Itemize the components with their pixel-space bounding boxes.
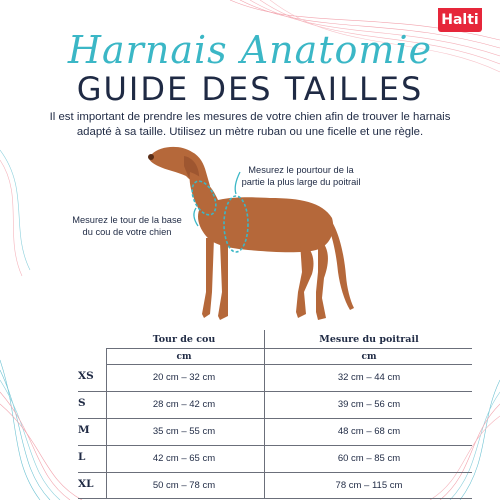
dog-illustration — [140, 142, 360, 327]
chest-note-line-2: partie la plus large du poitrail — [241, 177, 361, 187]
table-line — [78, 498, 472, 499]
chest-note-line-1: Mesurez le pourtour de la — [248, 165, 354, 175]
chest-range: 78 cm – 115 cm — [335, 480, 403, 491]
size-label: L — [78, 451, 86, 463]
size-label: M — [78, 424, 90, 436]
unit-neck: cm — [176, 352, 192, 362]
chest-range: 60 cm – 85 cm — [337, 453, 401, 464]
chest-arrow — [235, 172, 240, 194]
table-line — [106, 364, 472, 365]
script-title: Harnais Anatomie — [67, 28, 433, 72]
intro-line-2: adapté à sa taille. Utilisez un mètre ruban ou une ficelle et une règle. — [76, 126, 424, 138]
table-line — [106, 348, 472, 349]
chest-range: 48 cm – 68 cm — [337, 426, 401, 437]
table-line — [78, 391, 472, 392]
intro-line-1: Il est important de prendre les mesures de votre chien afin de trouver le harnais — [49, 111, 451, 123]
page-title: GUIDE DES TAILLES — [76, 70, 424, 108]
dog-nose — [148, 154, 154, 160]
neck-range: 50 cm – 78 cm — [152, 480, 216, 491]
table-line — [106, 348, 107, 498]
header-chest: Mesure du poitrail — [319, 334, 419, 345]
neck-range: 42 cm – 65 cm — [152, 453, 216, 464]
neck-range: 20 cm – 32 cm — [152, 372, 216, 383]
chest-range: 32 cm – 44 cm — [337, 372, 401, 383]
size-table — [78, 330, 474, 500]
table-line — [78, 472, 472, 473]
table-line — [78, 445, 472, 446]
table-line — [78, 418, 472, 419]
neck-range: 35 cm – 55 cm — [152, 426, 216, 437]
size-label: XL — [78, 478, 94, 490]
neck-range: 28 cm – 42 cm — [152, 399, 216, 410]
size-label: S — [78, 397, 86, 409]
chest-range: 39 cm – 56 cm — [337, 399, 401, 410]
neck-arrow — [194, 208, 198, 226]
size-label: XS — [78, 370, 94, 382]
intro-text — [30, 110, 470, 140]
neck-note-line-1: Mesurez le tour de la base — [72, 215, 182, 225]
halti-logo: Halti — [438, 8, 482, 32]
table-line — [264, 330, 265, 498]
unit-chest: cm — [361, 352, 377, 362]
header-neck: Tour de cou — [152, 334, 216, 345]
neck-note-line-2: du cou de votre chien — [82, 227, 172, 237]
